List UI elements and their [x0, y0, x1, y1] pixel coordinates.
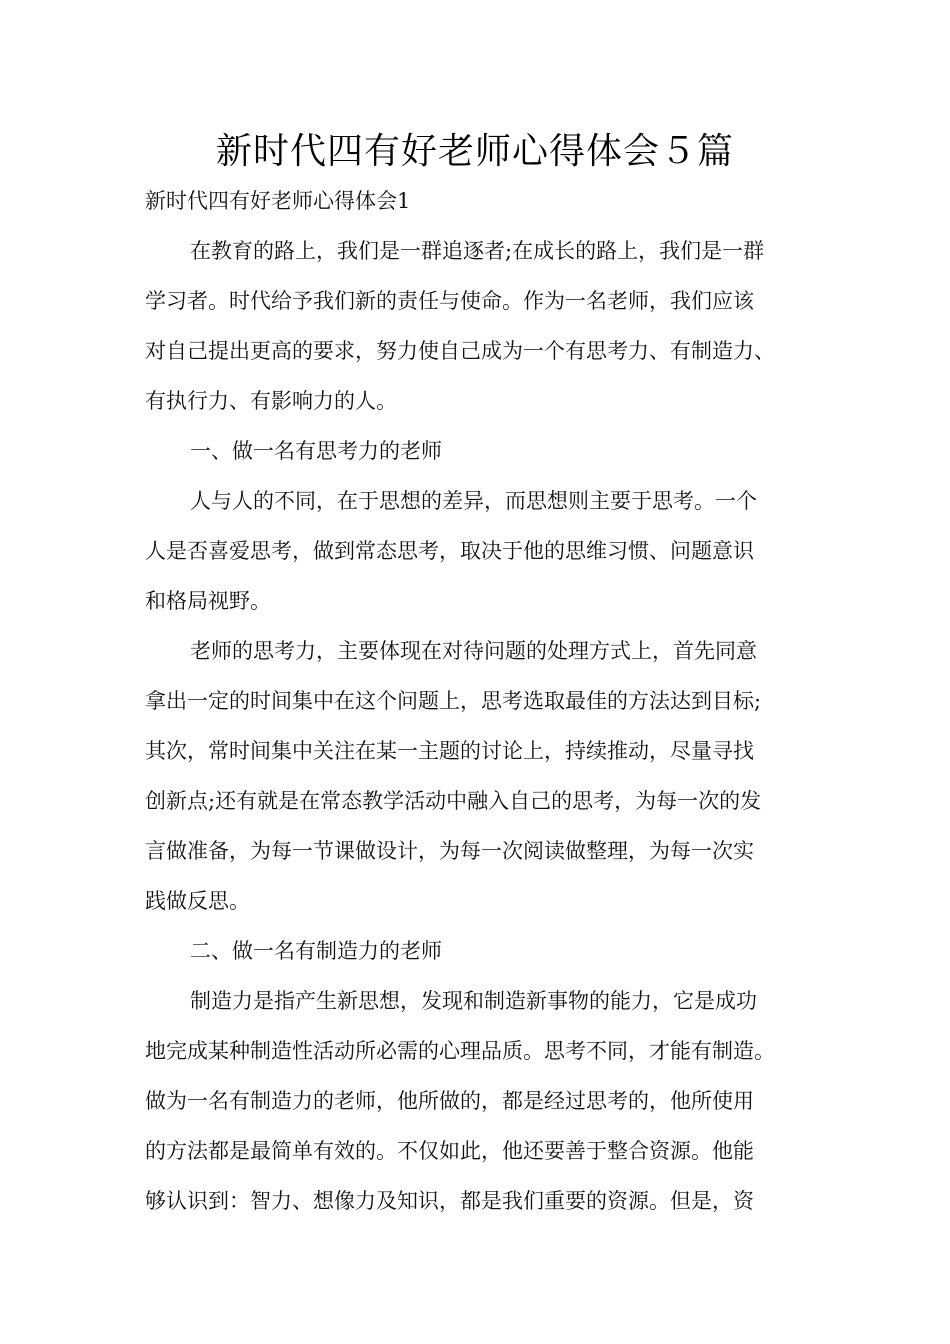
- paragraph-line: 制造力是指产生新思想，发现和制造新事物的能力，它是成功: [190, 989, 757, 1013]
- paragraph-line: 言做准备，为每一节课做设计，为每一次阅读做整理，为每一次实: [145, 839, 754, 863]
- paragraph-line: 做为一名有制造力的老师，他所做的，都是经过思考的，他所使用: [145, 1089, 754, 1113]
- document-subtitle: 新时代四有好老师心得体会1: [145, 189, 411, 213]
- paragraph-line: 老师的思考力，主要体现在对待问题的处理方式上，首先同意: [190, 639, 757, 663]
- paragraph-line: 对自己提出更高的要求，努力使自己成为一个有思考力、有制造力、: [145, 339, 775, 363]
- paragraph-line: 创新点;还有就是在常态教学活动中融入自己的思考，为每一次的发: [145, 789, 762, 813]
- paragraph-line: 人是否喜爱思考，做到常态思考，取决于他的思维习惯、问题意识: [145, 539, 754, 563]
- paragraph-line: 地完成某种制造性活动所必需的心理品质。思考不同，才能有制造。: [145, 1039, 775, 1063]
- paragraph-line: 践做反思。: [145, 889, 250, 913]
- document-title: 新时代四有好老师心得体会５篇: [215, 131, 734, 172]
- paragraph-line: 学习者。时代给予我们新的责任与使命。作为一名老师，我们应该: [145, 289, 754, 313]
- paragraph-line: 的方法都是最简单有效的。不仅如此，他还要善于整合资源。他能: [145, 1139, 754, 1163]
- paragraph-line: 在教育的路上，我们是一群追逐者;在成长的路上，我们是一群: [190, 239, 765, 263]
- paragraph-line: 够认识到：智力、想像力及知识，都是我们重要的资源。但是，资: [145, 1189, 754, 1213]
- paragraph-line: 其次，常时间集中关注在某一主题的讨论上，持续推动，尽量寻找: [145, 739, 754, 763]
- paragraph-line: 和格局视野。: [145, 589, 271, 613]
- paragraph-line: 有执行力、有影响力的人。: [145, 389, 397, 413]
- section-heading: 一、做一名有思考力的老师: [190, 439, 442, 463]
- paragraph-line: 人与人的不同，在于思想的差异，而思想则主要于思考。一个: [190, 489, 757, 513]
- section-heading: 二、做一名有制造力的老师: [190, 939, 442, 963]
- paragraph-line: 拿出一定的时间集中在这个问题上，思考选取最佳的方法达到目标;: [145, 689, 762, 713]
